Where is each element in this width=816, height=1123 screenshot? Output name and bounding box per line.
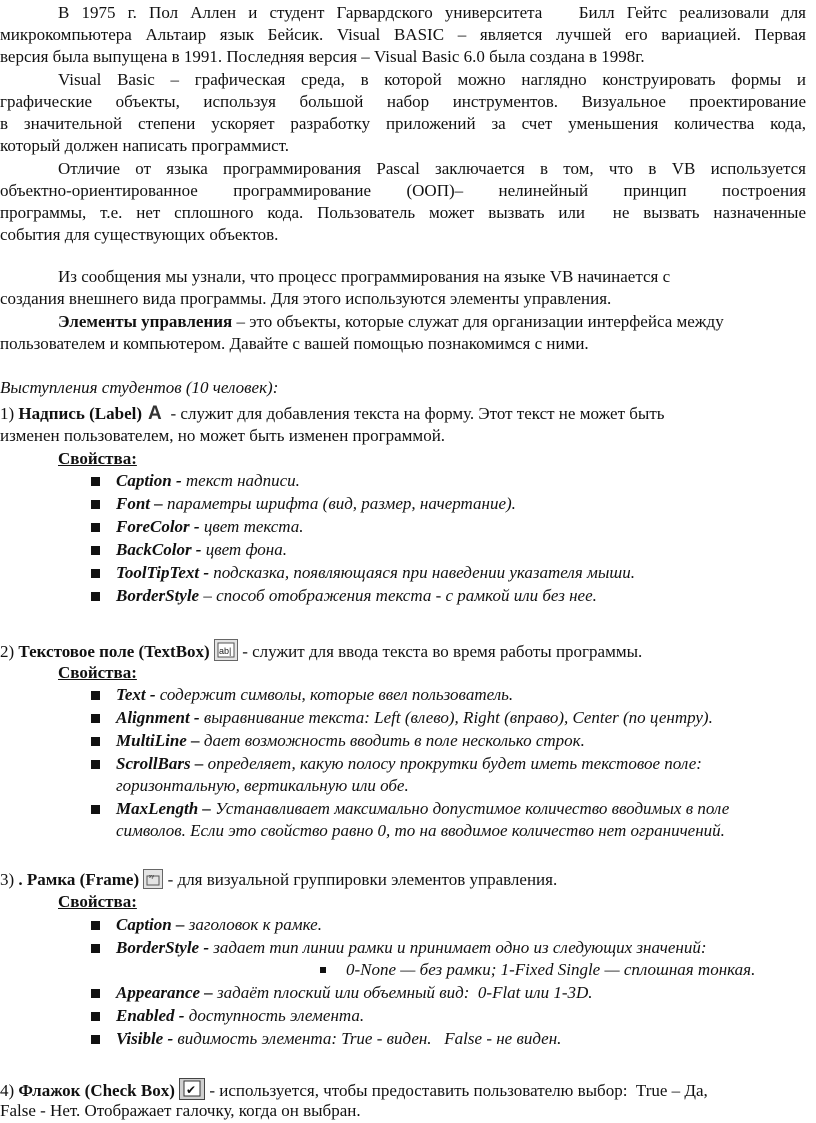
intro-p4-line2: создания внешнего вида программы. Для этого используются элементы управления. [0, 289, 612, 308]
checkbox-tool-icon [179, 1078, 205, 1100]
bullet-icon [91, 944, 100, 953]
prop-desc: цвет фона. [201, 540, 287, 559]
textbox-section-heading [0, 639, 642, 662]
bullet-icon [91, 523, 100, 532]
prop-desc: задает тип линии рамки и принимает одно из следующих значений: [209, 938, 707, 957]
textbox-properties-heading: Свойства: [58, 663, 137, 682]
frame-prop-appearance [116, 982, 593, 1003]
frame-prop-caption [116, 914, 322, 935]
intro-p2-line2: графические объекты, используя большой набор инструментов. Визуальное проектирование [0, 92, 806, 111]
bullet-icon [91, 592, 100, 601]
textbox-section-title: Текстовое поле (TextBox) [18, 642, 210, 661]
prop-name: BackColor - [116, 540, 202, 559]
intro-p3-line2: объектно-ориентированное программирование (ООП)– нелинейный принцип построения [0, 181, 806, 200]
bullet-icon [91, 921, 100, 930]
intro-p3-line4: события для существующих объектов. [0, 225, 279, 244]
prop-desc: параметры шрифта (вид, размер, начертание). [162, 494, 516, 513]
sub-bullet-icon [320, 967, 326, 973]
prop-desc: содержит символы, которые ввел пользователь. [155, 685, 514, 704]
bullet-icon [91, 760, 100, 769]
textbox-prop-maxlength [116, 798, 729, 819]
prop-name: ScrollBars – [116, 754, 204, 773]
prop-desc: задаёт плоский или объемный вид: 0-Flat или 1-3D. [212, 983, 593, 1002]
frame-section-desc: - для визуальной группировки элементов управления. [163, 870, 558, 889]
frame-prop-borderstyle [116, 937, 707, 958]
bullet-icon [91, 691, 100, 700]
prop-name: Alignment - [116, 708, 200, 727]
label-section-heading [0, 402, 665, 424]
prop-name: BorderStyle [116, 586, 200, 605]
checkbox-section-number: 4) [0, 1081, 19, 1100]
label-section-desc: - служит для добавления текста на форму. Этот текст не может быть [166, 404, 665, 423]
prop-desc: подсказка, появляющаяся при наведении указателя мыши. [209, 563, 635, 582]
label-section-desc2: изменен пользователем, но может быть изменен программой. [0, 426, 446, 445]
intro-p1-line1: В 1975 г. Пол Аллен и студент Гарвардского университета Билл Гейтс реализовали для [58, 3, 806, 22]
controls-term: Элементы управления [58, 312, 233, 331]
label-prop-caption [116, 470, 300, 491]
frame-prop-enabled [116, 1005, 364, 1026]
label-properties-heading: Свойства: [58, 449, 137, 468]
textbox-prop-text [116, 684, 513, 705]
frame-prop-visible [116, 1028, 561, 1049]
prop-desc: цвет текста. [199, 517, 304, 536]
checkbox-section-title: Флажок (Check Box) [18, 1081, 175, 1100]
label-prop-tooltiptext [116, 562, 635, 583]
students-heading: Выступления студентов (10 человек): [0, 378, 279, 397]
checkbox-icon-glyph: ✔ [186, 1083, 197, 1097]
checkbox-section-heading [0, 1078, 708, 1101]
label-prop-forecolor [116, 516, 303, 537]
prop-desc: доступность элемента. [184, 1006, 365, 1025]
checkbox-section-desc2: False - Нет. Отображает галочку, когда он выбран. [0, 1101, 361, 1120]
textbox-prop-maxlength-cont: символов. Если это свойство равно 0, то на вводимое количество нет ограничений. [116, 821, 725, 840]
frame-section-heading [0, 869, 557, 890]
textbox-icon-glyph: ab| [218, 646, 232, 656]
prop-name: ForeColor - [116, 517, 200, 536]
frame-tool-icon [143, 869, 163, 889]
label-prop-font [116, 493, 516, 514]
label-icon-glyph: A [148, 403, 162, 422]
prop-desc: выравнивание текста: Left (влево), Right (вправо), Center (по центру). [199, 708, 713, 727]
intro-p2-line3: в значительной степени ускоряет разработку приложений за счет уменьшения количества кода, [0, 114, 806, 133]
label-section-title: Надпись (Label) [18, 404, 143, 423]
intro-p3-line3: программы, т.е. нет сплошного кода. Пользователь может вызвать или не вызвать назначенные [0, 203, 806, 222]
prop-name: Visible - [116, 1029, 174, 1048]
textbox-prop-multiline [116, 730, 585, 751]
intro-p5-line2: пользователем и компьютером. Давайте с вашей помощью познакомимся с ними. [0, 334, 589, 353]
frame-section-number: 3) [0, 870, 19, 889]
bullet-icon [91, 714, 100, 723]
checkbox-section-desc: - используется, чтобы предоставить пользователю выбор: True – Да, [205, 1081, 708, 1100]
prop-desc: Устанавливает максимально допустимое количество вводимых в поле [210, 799, 730, 818]
prop-name: MaxLength – [116, 799, 211, 818]
frame-properties-heading: Свойства: [58, 892, 137, 911]
prop-name: MultiLine – [116, 731, 200, 750]
bullet-icon [91, 500, 100, 509]
bullet-icon [91, 737, 100, 746]
frame-icon-glyph: xy [149, 874, 155, 880]
prop-name: Caption - [116, 471, 182, 490]
frame-section-title: . Рамка (Frame) [18, 870, 140, 889]
prop-name: ToolTipText - [116, 563, 210, 582]
bullet-icon [91, 1035, 100, 1044]
intro-p1-line3: версия была выпущена в 1991. Последняя версия – Visual Basic 6.0 была создана в 1998г. [0, 47, 645, 66]
bullet-icon [91, 989, 100, 998]
prop-name: Appearance – [116, 983, 213, 1002]
intro-p3-line1: Отличие от языка программирования Pascal заключается в том, что в VB используется [58, 159, 806, 178]
prop-desc: определяет, какую полосу прокрутки будет иметь текстовое поле: [203, 754, 702, 773]
textbox-tool-icon [214, 639, 238, 661]
prop-name: Caption – [116, 915, 185, 934]
label-prop-borderstyle [116, 585, 597, 606]
textbox-prop-scrollbars-cont: горизонтальную, вертикальную или обе. [116, 776, 409, 795]
prop-name: Text - [116, 685, 156, 704]
intro-p1-line2: микрокомпьютера Альтаир язык Бейсик. Visual BASIC – является лучшей его вариацией. Первая [0, 25, 806, 44]
prop-desc: дает возможность вводить в поле несколько строк. [199, 731, 585, 750]
textbox-prop-scrollbars [116, 753, 702, 774]
prop-desc: текст надписи. [181, 471, 300, 490]
frame-borderstyle-values: 0-None — без рамки; 1-Fixed Single — сплошная тонкая. [346, 960, 756, 979]
textbox-prop-alignment [116, 707, 713, 728]
textbox-section-number: 2) [0, 642, 19, 661]
intro-p2-line1: Visual Basic – графическая среда, в которой можно наглядно конструировать формы и [58, 70, 806, 89]
intro-p4-line1: Из сообщения мы узнали, что процесс программирования на языке VB начинается с [58, 267, 671, 286]
intro-p5-line1 [58, 311, 724, 332]
prop-desc: заголовок к рамке. [184, 915, 322, 934]
label-tool-icon [146, 402, 166, 422]
prop-name: Enabled - [116, 1006, 185, 1025]
label-prop-backcolor [116, 539, 287, 560]
controls-definition: – это объекты, которые служат для организации интерфейса между [232, 312, 724, 331]
textbox-section-desc: - служит для ввода текста во время работы программы. [237, 642, 643, 661]
intro-p2-line4: который должен написать программист. [0, 136, 290, 155]
bullet-icon [91, 569, 100, 578]
bullet-icon [91, 1012, 100, 1021]
label-section-number: 1) [0, 404, 19, 423]
prop-desc: видимость элемента: True - виден. False - не виден. [173, 1029, 562, 1048]
prop-name: Font – [116, 494, 163, 513]
bullet-icon [91, 805, 100, 814]
prop-desc: – способ отображения текста - с рамкой или без нее. [199, 586, 597, 605]
bullet-icon [91, 546, 100, 555]
bullet-icon [91, 477, 100, 486]
prop-name: BorderStyle - [116, 938, 210, 957]
